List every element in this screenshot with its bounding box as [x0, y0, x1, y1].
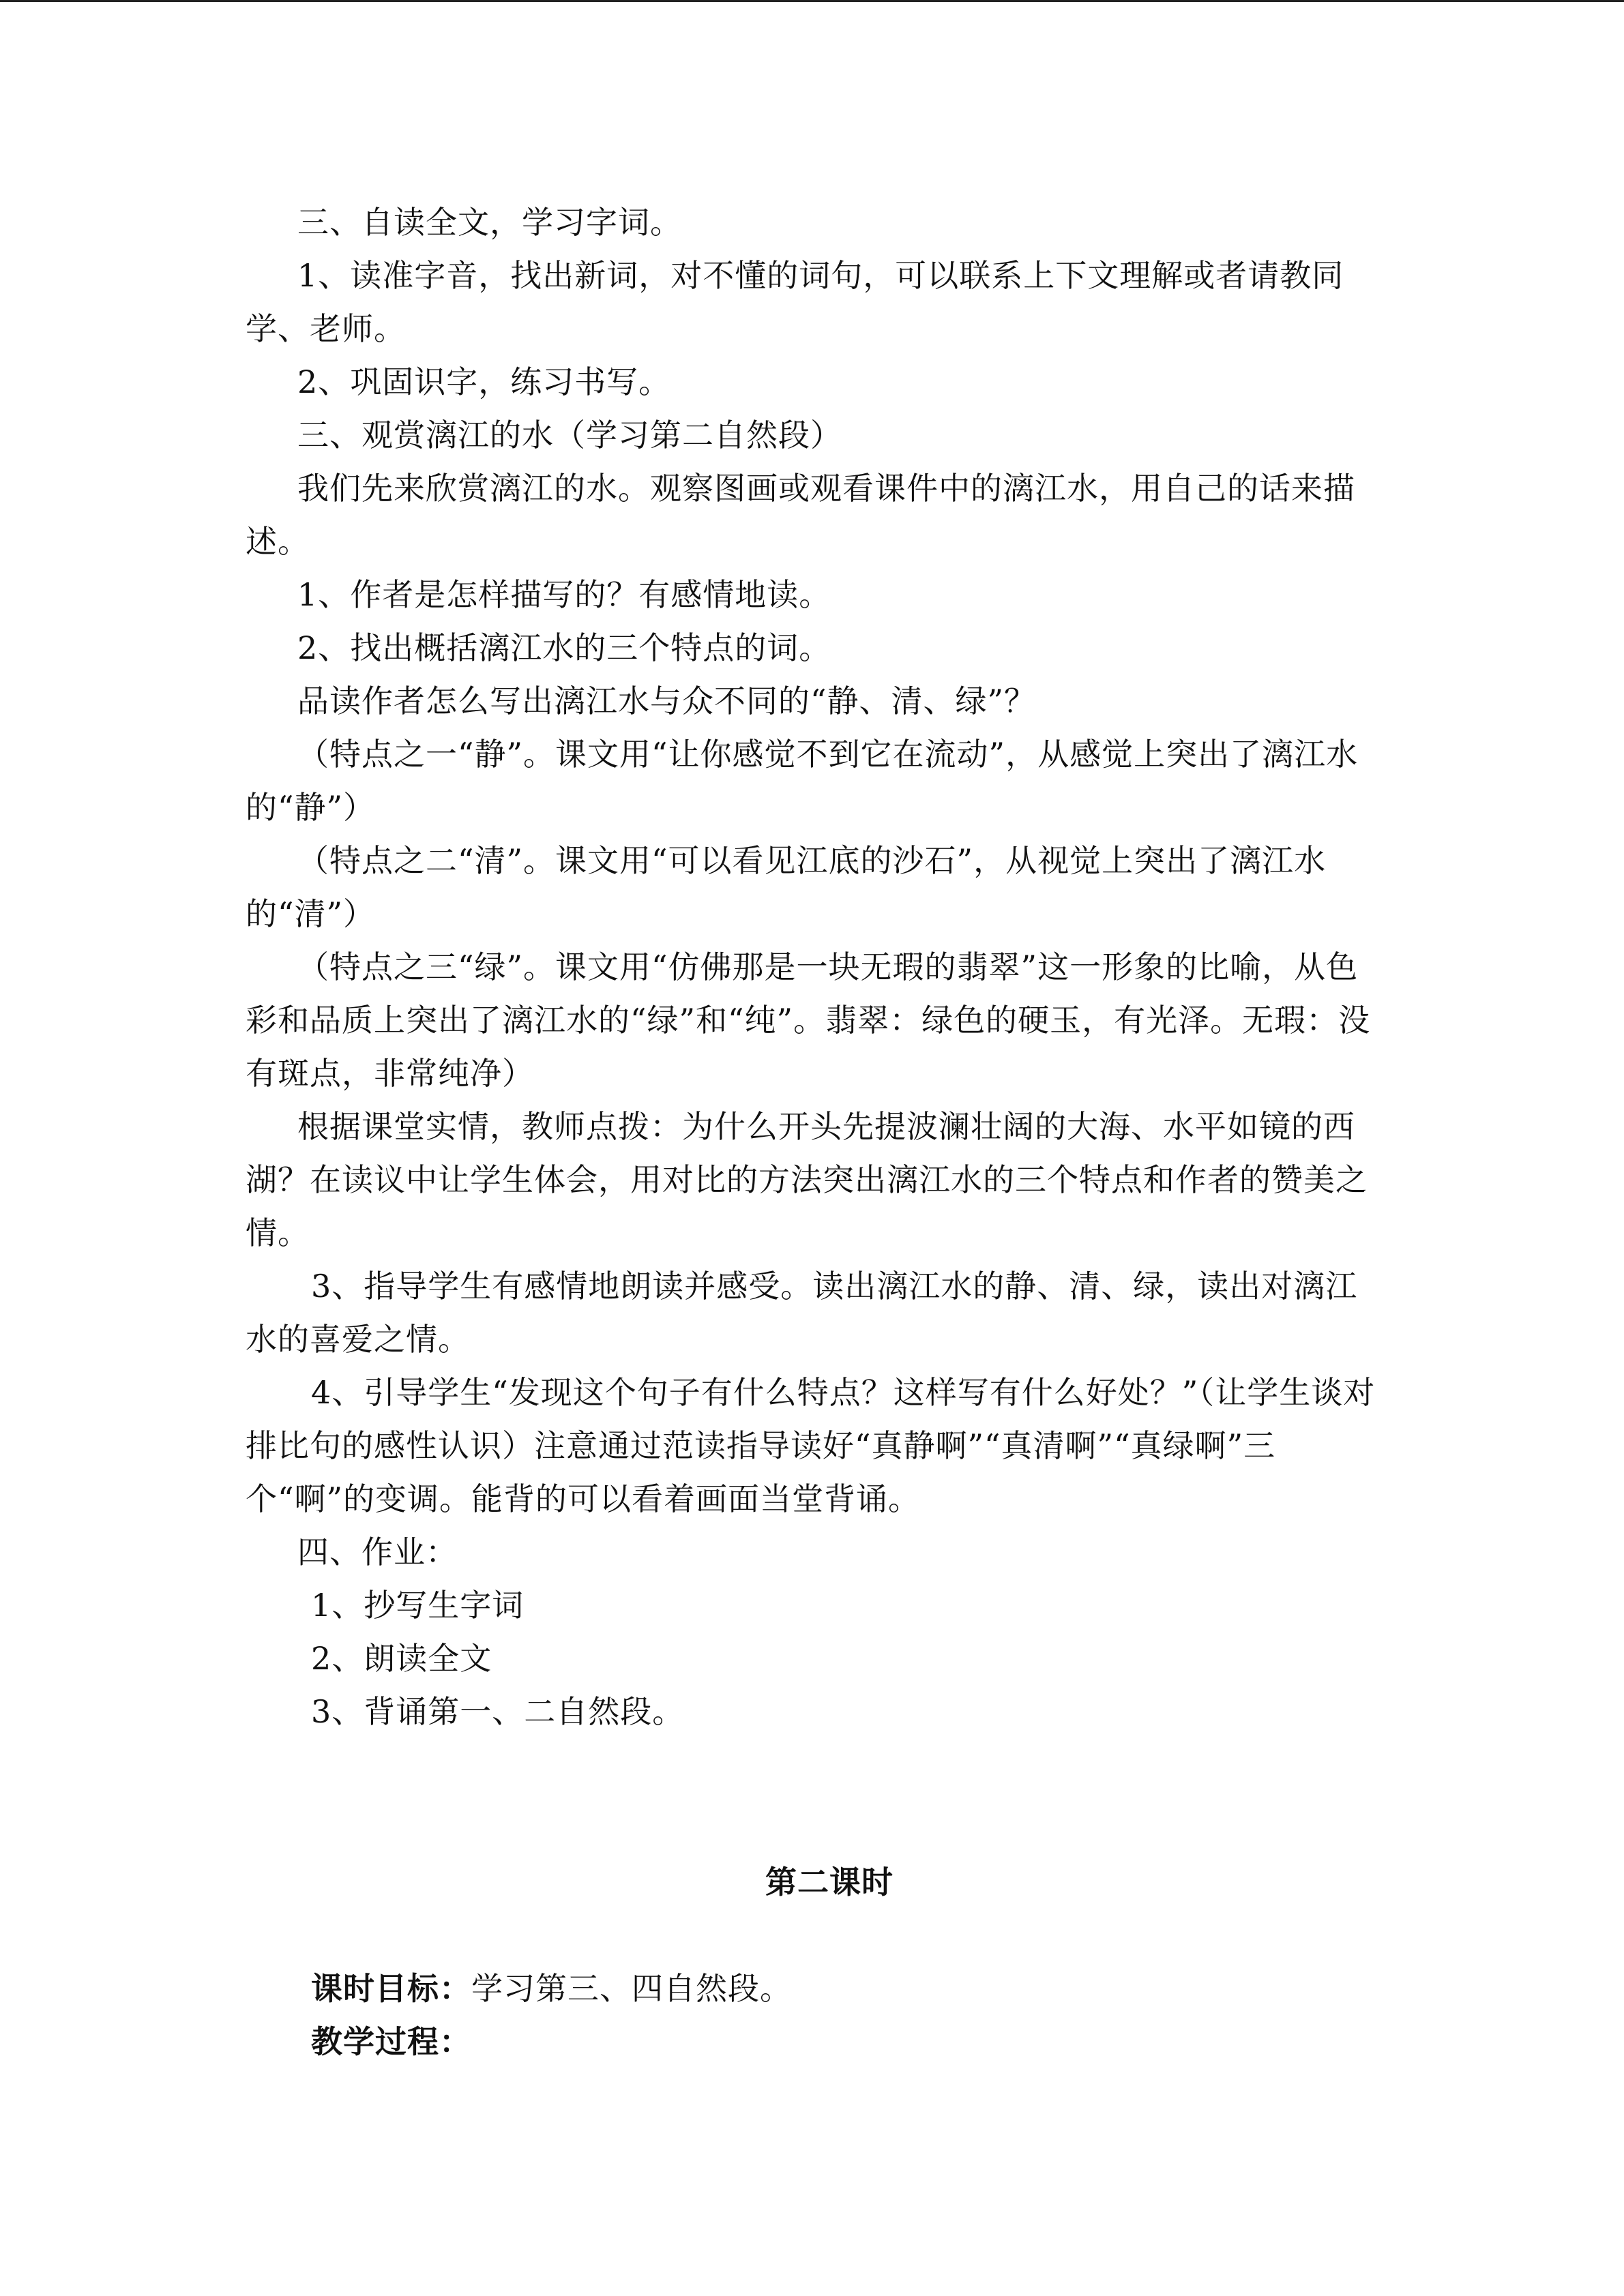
homework-item: 2、朗读全文 [311, 1640, 492, 1677]
paragraph-read-pronunciation: 1、读准字音，找出新词，对不懂的词句，可以联系上下文理解或者请教同学、老师。 [246, 257, 1344, 347]
paragraph-quiet-clear-green: 品读作者怎么写出漓江水与众不同的“静、清、绿”？ [297, 683, 1037, 719]
teaching-process [246, 2015, 1379, 2068]
section-spacer [246, 1909, 1379, 1962]
document-page [246, 196, 1379, 2068]
paragraph-trait-quiet: （特点之一“静”。课文用“让你感觉不到它在流动”，从感觉上突出了漓江水的“静”） [246, 736, 1359, 826]
lesson-objective [246, 1962, 1379, 2015]
section-heading: 第二课时 [765, 1864, 894, 1900]
paragraph-trait-clear: （特点之二“清”。课文用“可以看见江底的沙石”，从视觉上突出了漓江水的“清”） [246, 842, 1327, 932]
paragraph-homework-heading: 四、作业： [297, 1534, 458, 1570]
paragraph-teacher-guidance: 根据课堂实情，教师点拨：为什么开头先提波澜壮阔的大海、水平如镜的西湖？在读议中让学生体会，用对比的方法突出漓江水的三个特点和作者的赞美之情。 [246, 1108, 1368, 1251]
paragraph-water-heading: 三、观赏漓江的水（学习第二自然段） [297, 417, 842, 453]
paragraph-self-reading-heading: 三、自读全文，学习字词。 [297, 204, 682, 241]
paragraph-read-with-feeling: 3、指导学生有感情地朗读并感受。读出漓江水的静、清、绿，读出对漓江水的喜爱之情。 [246, 1268, 1358, 1358]
lesson-objective-label: 课时目标： [311, 1970, 471, 2007]
page-top-border [0, 0, 1624, 2]
teaching-process-label: 教学过程： [311, 2023, 471, 2060]
paragraph-find-three-traits: 2、找出概括漓江水的三个特点的词。 [297, 629, 831, 666]
paragraph-parallel-sentence: 4、引导学生“发现这个句子有什么特点？这样写有什么好处？”（让学生谈对排比句的感性认识）注意通过范读指导读好“真静啊”“真清啊”“真绿啊”三个“啊”的变调。能背的可以看着画面当堂背诵。 [246, 1374, 1376, 1517]
lesson-objective-text: 学习第三、四自然段。 [471, 1970, 792, 2007]
homework-item: 3、背诵第一、二自然段。 [311, 1693, 685, 1730]
paragraph-consolidate-characters: 2、巩固识字，练习书写。 [297, 363, 671, 400]
section-spacer [246, 1738, 1379, 1855]
paragraph-how-author-describes: 1、作者是怎样描写的？有感情地读。 [297, 576, 831, 613]
paragraph-trait-green: （特点之三“绿”。课文用“仿佛那是一块无瑕的翡翠”这一形象的比喻，从色彩和品质上突出了漓江水的“绿”和“纯”。翡翠：绿色的硬玉，有光泽。无瑕：没有斑点，非常纯净） [246, 949, 1371, 1092]
homework-item: 1、抄写生字词 [311, 1587, 525, 1624]
paragraph-appreciate-water: 我们先来欣赏漓江的水。观察图画或观看课件中的漓江水，用自己的话来描述。 [246, 470, 1355, 560]
